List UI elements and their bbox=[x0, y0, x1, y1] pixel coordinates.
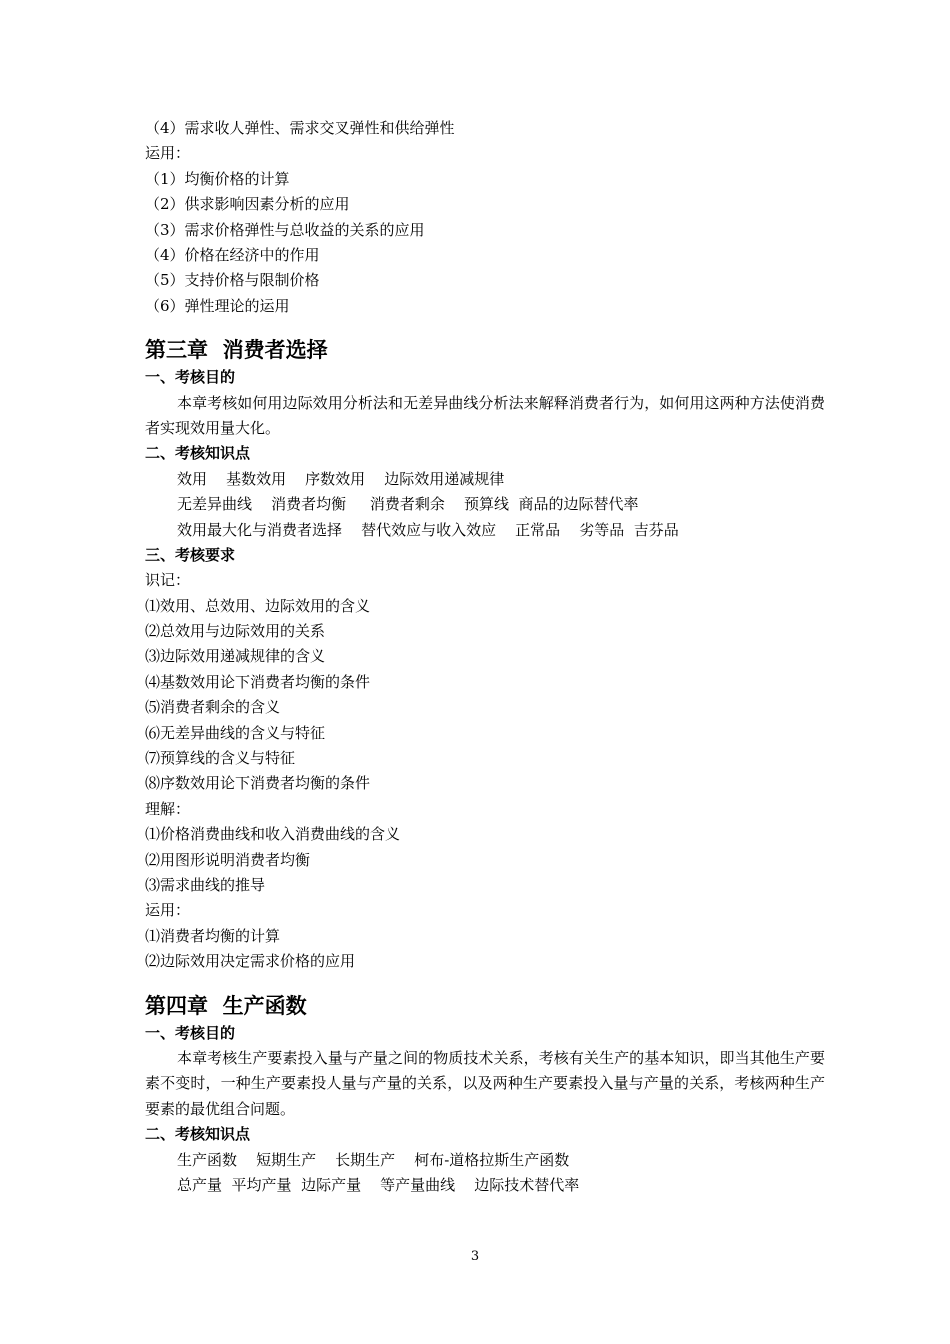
chapter3-apply-label: 运用： bbox=[145, 901, 191, 920]
knowledge-line: 生产函数 短期生产 长期生产 柯布-道格拉斯生产函数 bbox=[177, 1150, 570, 1169]
list-item: ⑸消费者剩余的含义 bbox=[145, 698, 281, 717]
chapter4-purpose-heading: 一、考核目的 bbox=[145, 1023, 236, 1042]
list-item: ⑵用图形说明消费者均衡 bbox=[145, 850, 311, 869]
list-item: （1）均衡价格的计算 bbox=[145, 169, 290, 188]
chapter4-purpose-text: 本章考核生产要素投入量与产量之间的物质技术关系，考核有关生产的基本知识，即当其他生产要素不变时，一种生产要素投人量与产量的关系，以及两种生产要素投入量与产量的关系，考核两种生产要素的最优组合问题。 bbox=[145, 1048, 825, 1118]
chapter3-knowledge-heading: 二、考核知识点 bbox=[145, 444, 251, 463]
chapter3-title: 第三章 消费者选择 bbox=[145, 338, 328, 363]
list-item: （4）价格在经济中的作用 bbox=[145, 245, 320, 264]
page-number: 3 bbox=[470, 1249, 480, 1264]
list-item: （5）支持价格与限制价格 bbox=[145, 271, 320, 290]
chapter3-requirements-heading: 三、考核要求 bbox=[145, 545, 236, 564]
list-item: ⑵总效用与边际效用的关系 bbox=[145, 622, 326, 641]
chapter4-knowledge-heading: 二、考核知识点 bbox=[145, 1125, 251, 1144]
knowledge-line: 总产量 平均产量 边际产量 等产量曲线 边际技术替代率 bbox=[177, 1175, 580, 1194]
chapter3-understand-label: 理解： bbox=[145, 799, 191, 818]
chapter3-memorize-label: 识记： bbox=[145, 571, 191, 590]
chapter4-title: 第四章 生产函数 bbox=[145, 993, 307, 1018]
list-item: （3）需求价格弹性与总收益的关系的应用 bbox=[145, 220, 425, 239]
chapter2-apply-label: 运用： bbox=[145, 144, 191, 163]
list-item: ⑷基数效用论下消费者均衡的条件 bbox=[145, 672, 371, 691]
chapter2-understand-item-4: （4）需求收人弹性、需求交叉弹性和供给弹性 bbox=[145, 119, 455, 137]
list-item: ⑶需求曲线的推导 bbox=[145, 875, 266, 894]
chapter3-purpose-text: 本章考核如何用边际效用分析法和无差异曲线分析法来解释消费者行为，如何用这两种方法使消费者实现效用量大化。 bbox=[145, 393, 825, 437]
chapter3-purpose-heading: 一、考核目的 bbox=[145, 368, 236, 387]
knowledge-line: 效用 基数效用 序数效用 边际效用递减规律 bbox=[177, 469, 505, 488]
list-item: （6）弹性理论的运用 bbox=[145, 296, 290, 315]
list-item: ⑴消费者均衡的计算 bbox=[145, 926, 281, 945]
list-item: ⑴价格消费曲线和收入消费曲线的含义 bbox=[145, 825, 401, 844]
list-item: ⑹无差异曲线的含义与特征 bbox=[145, 723, 326, 742]
document-body bbox=[145, 116, 825, 1198]
list-item: （2）供求影响因素分析的应用 bbox=[145, 195, 350, 214]
list-item: ⑻序数效用论下消费者均衡的条件 bbox=[145, 774, 371, 793]
knowledge-line: 效用最大化与消费者选择 替代效应与收入效应 正常品 劣等品 吉芬品 bbox=[177, 520, 679, 539]
list-item: ⑶边际效用递减规律的含义 bbox=[145, 647, 326, 666]
list-item: ⑺预算线的含义与特征 bbox=[145, 749, 296, 768]
list-item: ⑵边际效用决定需求价格的应用 bbox=[145, 952, 356, 971]
list-item: ⑴效用、总效用、边际效用的含义 bbox=[145, 596, 371, 615]
knowledge-line: 无差异曲线 消费者均衡 消费者剩余 预算线 商品的边际替代率 bbox=[177, 495, 639, 514]
